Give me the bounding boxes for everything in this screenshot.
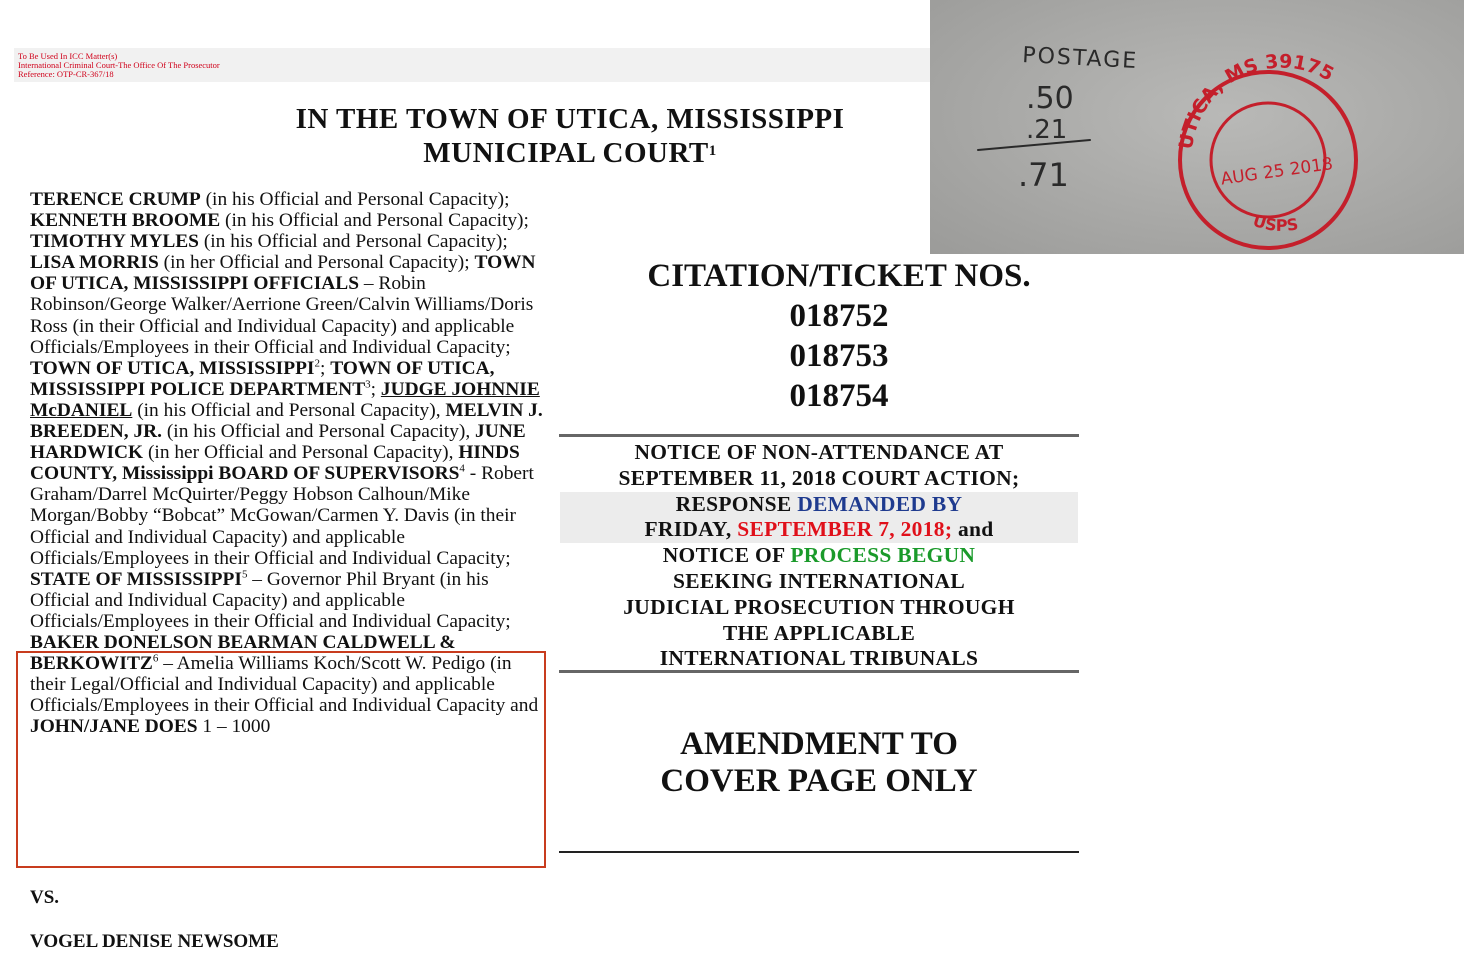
amendment-line: AMENDMENT TO [680,726,958,762]
notice-text: RESPONSE [675,491,798,516]
notice-line [560,543,1078,569]
versus-label: VS. [30,887,60,908]
court-title [160,102,980,170]
footnote-ref: 4 [459,462,465,475]
footnote-ref: 2 [314,357,320,370]
notice-line: THE APPLICABLE [722,620,916,645]
court-name: MUNICIPAL COURT [423,137,709,169]
party-name: TIMOTHY MYLES [30,231,199,253]
party-name: MELVIN J. BREEDEN, JR. [30,399,543,443]
footnote-ref: 5 [241,568,248,581]
citation-block [560,256,1118,416]
party-capacity: (in his Official and Personal Capacity); [220,210,529,232]
notice-line: JUDICIAL PROSECUTION THROUGH [623,594,1015,619]
citation-title: CITATION/TICKET NOS. [647,258,1031,294]
notice-line: NOTICE OF NON-ATTENDANCE AT [634,440,1004,464]
footnote-ref: 3 [365,378,371,391]
party-name: TOWN OF UTICA, MISSISSIPPI [30,357,315,379]
party-name: LISA MORRIS [30,252,159,274]
party-capacity: (in his Official and Personal Capacity), [162,421,476,443]
party-capacity: (in his Official and Personal Capacity); [200,189,510,210]
party-name: TOWN OF UTICA, MISSISSIPPI POLICE DEPARTMENT [30,357,495,400]
party-capacity: ; [370,378,381,400]
postage-amount: .50 [1026,81,1074,116]
citation-number: 018753 [789,338,889,374]
postmark-image [930,0,1464,254]
notice-process: PROCESS BEGUN [790,543,976,568]
party-name: HINDS COUNTY, Mississippi BOARD OF SUPERVISORS [30,442,520,485]
notice-text: FRIDAY, [644,517,738,542]
reference-line-1: To Be Used In ICC Matter(s) [18,51,118,61]
postage-label: POSTAGE [1021,43,1139,75]
party-capacity: – Robin Robinson/George Walker/Aerrione Green/Calvin Williams/Doris Ross (in their Official and Individual Capacity) and applicable Officials/Employees in their Official and Individual Capacity; [30,273,534,358]
party-capacity: - Robert Graham/Darrel McQuirter/Peggy Hobson Calhoun/Mike Morgan/Bobby “Bobcat” McGowan/Carmen Y. Davis (in their Official and Individual Capacity) and applicable Officials/Employees in their Official and Individual Capacity; [30,463,534,569]
amendment-line: COVER PAGE ONLY [660,763,978,799]
reference-line-2: International Criminal Court-The Office Of The Prosecutor [18,60,220,70]
divider [559,670,1079,673]
amendment-title [560,726,1078,800]
party-capacity: – Amelia Williams Koch/Scott W. Pedigo (in their Legal/Official and Individual Capacity) and applicable Officials/Employees in their Official and Individual Capacity and [30,653,539,717]
party-name: STATE OF MISSISSIPPI [30,568,242,590]
party-name: TERENCE CRUMP [30,189,201,210]
party-name: JUNE HARDWICK [30,421,526,464]
citation-number: 018752 [789,298,889,334]
postage-amount: .21 [1026,115,1068,145]
icc-reference-header [14,48,1029,82]
postmark-photo [930,0,1464,254]
divider [559,434,1079,437]
party-name: JOHN/JANE DOES [30,716,198,738]
notice-demand: DEMANDED BY [797,491,963,516]
party-capacity: 1 – 1000 [197,716,271,738]
notice-text: and [952,517,994,542]
party-capacity: ; [319,357,331,379]
highlight-box [16,651,546,868]
party-name: JUDGE JOHNNIE McDANIEL [30,378,540,421]
postmark-date: AUG 25 2018 [1219,154,1335,190]
notice-block [560,440,1078,672]
divider [559,851,1079,853]
postage-total: .71 [1018,156,1069,194]
notice-line [560,517,1078,543]
respondent-name: VOGEL DENISE NEWSOME [30,931,279,952]
footnote-ref: 1 [708,143,717,159]
notice-line: SEEKING INTERNATIONAL [672,568,966,593]
party-capacity: (in his Official and Personal Capacity); [198,231,508,253]
party-capacity: (in her Official and Personal Capacity); [158,252,475,274]
notice-line: SEPTEMBER 11, 2018 COURT ACTION; [618,465,1020,490]
notice-highlight [560,492,1078,544]
court-title-line-2 [160,136,980,170]
notice-line: INTERNATIONAL TRIBUNALS [659,646,979,671]
party-name: KENNETH BROOME [30,210,221,232]
party-capacity: – Governor Phil Bryant (in his Official and Individual Capacity) and applicable Officials/Employees in their Official and Individual Capacity; [30,568,511,632]
court-title-line-1: IN THE TOWN OF UTICA, MISSISSIPPI [295,103,845,135]
party-capacity: (in her Official and Personal Capacity), [143,442,459,464]
footnote-ref: 6 [152,652,159,665]
reference-line-3: Reference: OTP-CR-367/18 [18,69,114,79]
notice-deadline: SEPTEMBER 7, 2018; [737,517,953,542]
party-name: BAKER DONELSON BEARMAN CALDWELL & BERKOWITZ [30,631,456,675]
party-capacity: (in his Official and Personal Capacity), [132,399,446,421]
postmark-location: UTICA, MS 39175 [1174,50,1338,151]
notice-text: NOTICE OF [662,543,791,568]
citation-number: 018754 [789,378,889,414]
notice-line [560,492,1078,518]
party-name: TOWN OF UTICA, MISSISSIPPI OFFICIALS [30,252,536,295]
postmark-usps: USPS [1250,210,1300,235]
